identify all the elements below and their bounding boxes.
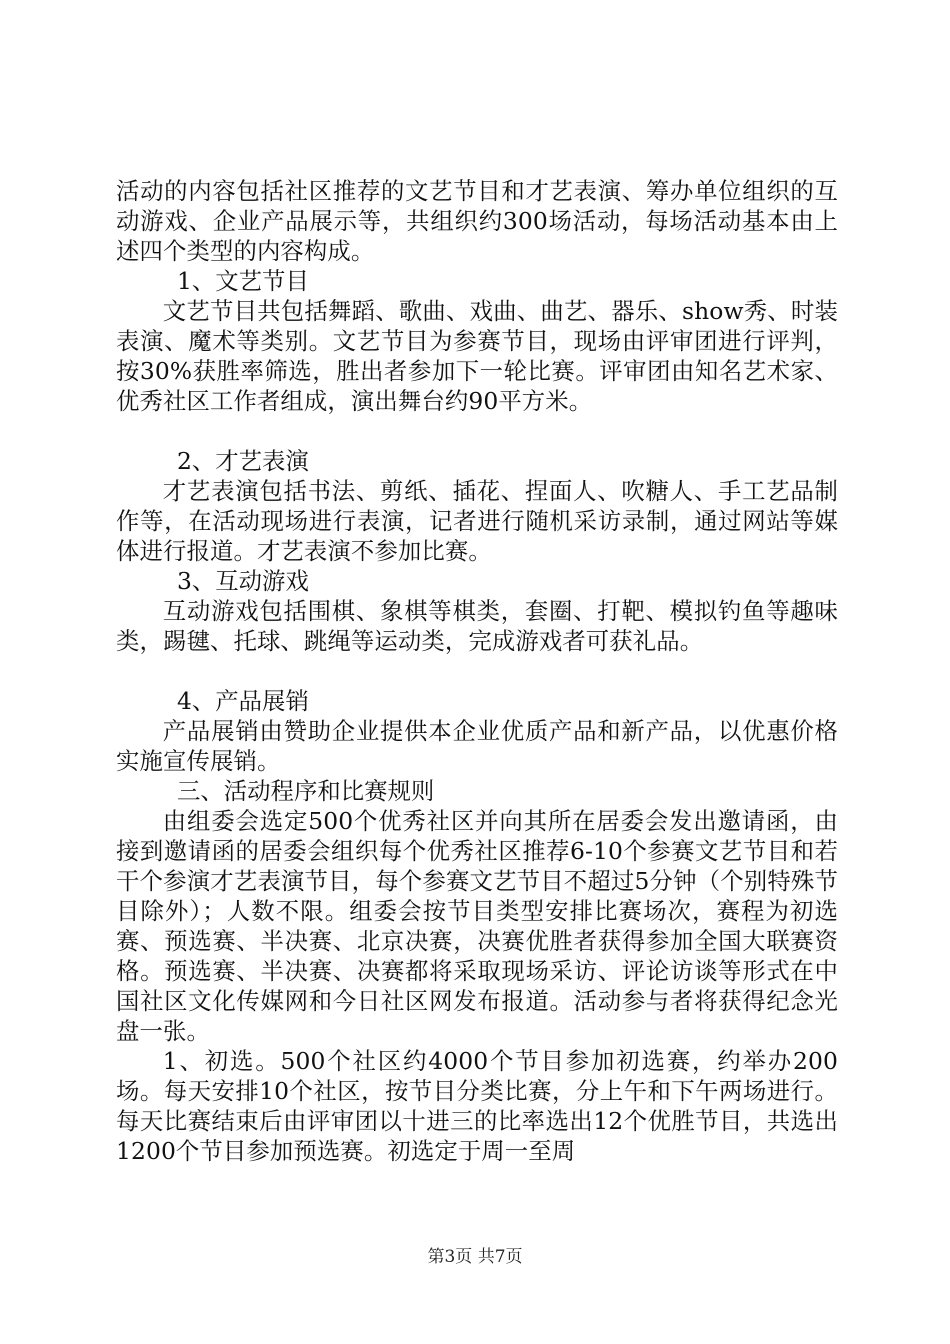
document-body: [116, 176, 838, 1166]
section-heading-procedure: 三、活动程序和比赛规则: [177, 777, 435, 805]
spacer: [116, 416, 838, 446]
preliminary-paragraph: 1、初选。500个社区约4000个节目参加初选赛，约举办200场。每天安排10个社区，按节目分类比赛，分上午和下午两场进行。每天比赛结束后由评审团以十进三的比率选出12个优胜节目，共选出1200个节目参加预选赛。初选定于周一至周: [116, 1047, 838, 1165]
products-paragraph: 产品展销由赞助企业提供本企业优质产品和新产品，以优惠价格实施宣传展销。: [116, 717, 838, 775]
games-paragraph: 互动游戏包括围棋、象棋等棋类，套圈、打靶、模拟钓鱼等趣味类，踢毽、托球、跳绳等运动类，完成游戏者可获礼品。: [116, 597, 838, 655]
spacer: [116, 656, 838, 686]
section-heading-products: 4、产品展销: [177, 687, 309, 715]
performances-paragraph: 文艺节目共包括舞蹈、歌曲、戏曲、曲艺、器乐、show秀、时装表演、魔术等类别。文艺节目为参赛节目，现场由评审团进行评判，按30%获胜率筛选，胜出者参加下一轮比赛。评审团由知名艺术家、优秀社区工作者组成，演出舞台约90平方米。: [116, 297, 838, 415]
intro-paragraph: 活动的内容包括社区推荐的文艺节目和才艺表演、筹办单位组织的互动游戏、企业产品展示等，共组织约300场活动，每场活动基本由上述四个类型的内容构成。: [116, 177, 838, 265]
section-heading-talent: 2、才艺表演: [177, 447, 309, 475]
section-heading-performances: 1、文艺节目: [177, 267, 309, 295]
page-footer: 第3页 共7页: [427, 1247, 523, 1267]
talent-paragraph: 才艺表演包括书法、剪纸、插花、捏面人、吹糖人、手工艺品制作等，在活动现场进行表演，记者进行随机采访录制，通过网站等媒体进行报道。才艺表演不参加比赛。: [116, 477, 838, 565]
section-heading-games: 3、互动游戏: [177, 567, 309, 595]
procedure-paragraph: 由组委会选定500个优秀社区并向其所在居委会发出邀请函，由接到邀请函的居委会组织每个优秀社区推荐6-10个参赛文艺节目和若干个参演才艺表演节目，每个参赛文艺节目不超过5分钟（个别特殊节目除外）；人数不限。组委会按节目类型安排比赛场次，赛程为初选赛、预选赛、半决赛、北京决赛，决赛优胜者获得参加全国大联赛资格。预选赛、半决赛、决赛都将采取现场采访、评论访谈等形式在中国社区文化传媒网和今日社区网发布报道。活动参与者将获得纪念光盘一张。: [116, 807, 838, 1045]
